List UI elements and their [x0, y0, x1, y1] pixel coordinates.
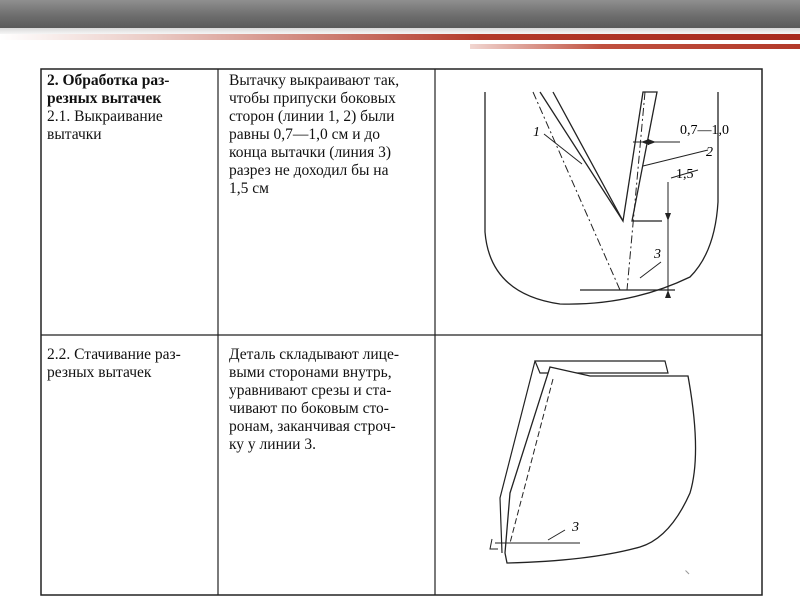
- dart-stitching-diagram: [440, 343, 760, 593]
- instruction-table: [40, 68, 763, 596]
- label-line-2: 2: [706, 145, 713, 160]
- dart-cutting-diagram: [440, 72, 760, 332]
- front-piece: [505, 367, 696, 563]
- line-2: [627, 92, 645, 290]
- dim-gap-text: 1,5: [676, 167, 694, 182]
- leader-3: [640, 262, 661, 278]
- label-line-3-row2: 3: [572, 520, 579, 535]
- row1-heading-sub: 2.1. Выкраивание вытачки: [47, 108, 163, 143]
- decor-red-line-top: [0, 34, 800, 40]
- decor-red-line-bottom: [470, 44, 800, 49]
- dim-allowance-text: 0,7—1,0: [680, 123, 729, 138]
- leader-2: [643, 150, 708, 166]
- stitch-end-mark: [490, 539, 498, 549]
- dart-cut: [553, 92, 662, 221]
- label-line-1: 1: [533, 125, 540, 140]
- row2-description: Деталь складывают лице- выми сторонами внутрь, уравнивают срезы и ста- чивают по боковым сто- ронам, заканчивая строч- ку у линии 3.: [229, 346, 400, 453]
- row1-heading-cell: [47, 72, 215, 144]
- row1-heading-bold: 2. Обработка раз- резных вытачек: [47, 72, 170, 107]
- row1-description: Вытачку выкраивают так, чтобы припуски боковых сторон (линии 1, 2) были равны 0,7—1,0 см и до конца вытачки (линия 3) разрез не доходил бы на 1,5 см: [229, 72, 400, 197]
- slide-top-bar: [0, 0, 800, 28]
- label-line-3: 3: [654, 247, 661, 262]
- row2-heading: 2.2. Стачивание раз- резных вытачек: [47, 346, 181, 381]
